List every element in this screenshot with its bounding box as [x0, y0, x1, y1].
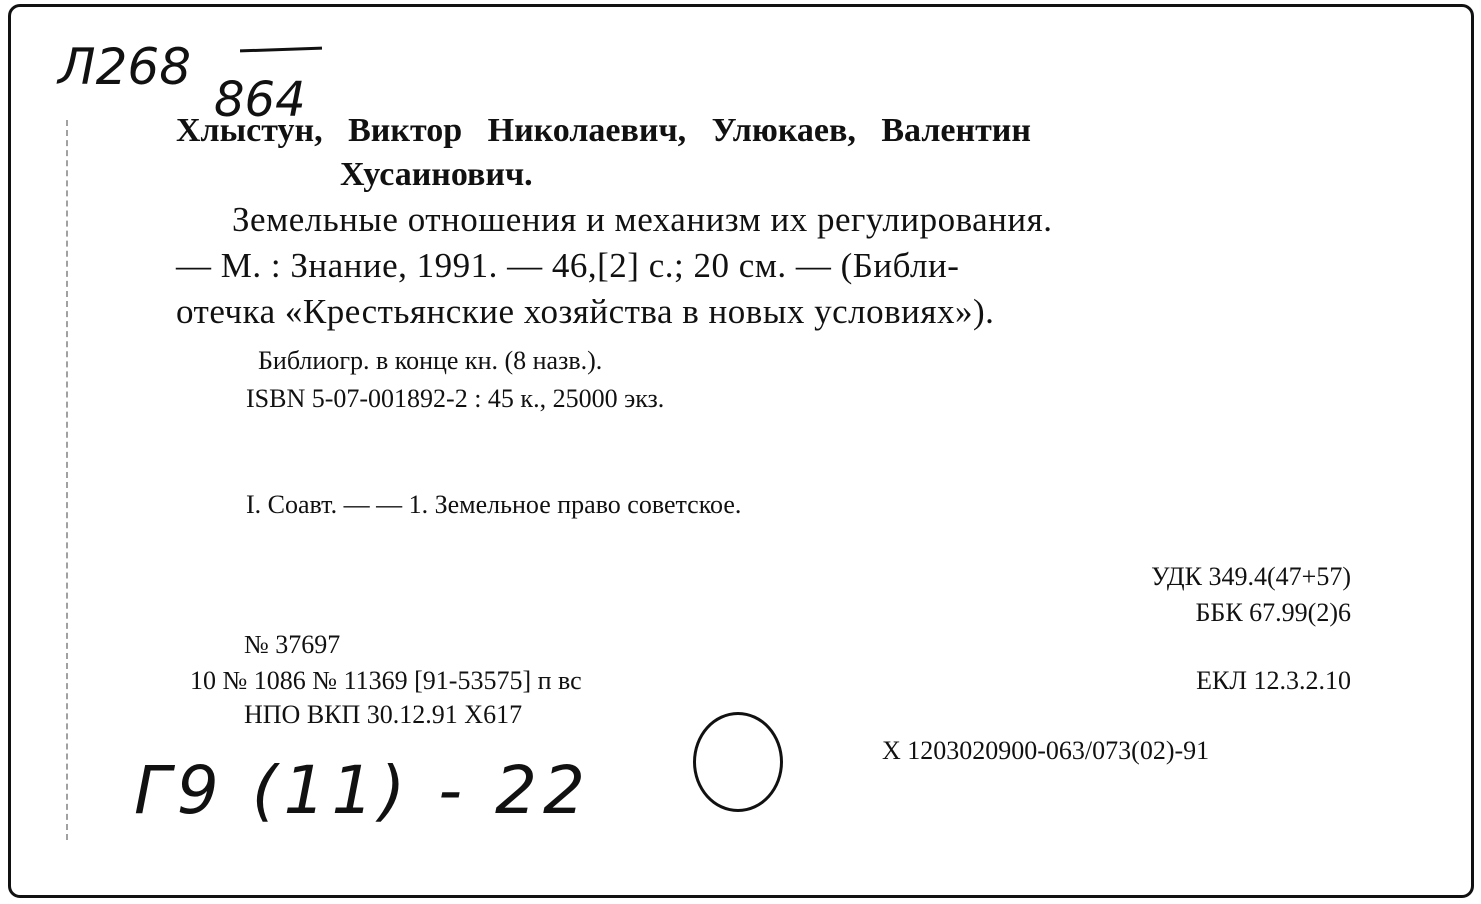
bibliography-note: Библиогр. в конце кн. (8 назв.).	[258, 346, 603, 375]
handwritten-circle-mark	[693, 712, 783, 812]
author-line-2: Хусаинович.	[340, 156, 533, 193]
handwritten-bottom-note: Г9 (11) - 22	[134, 752, 591, 829]
handwritten-shelf-number: Л268	[58, 38, 192, 96]
subjects-line: I. Соавт. — — 1. Земельное право советское.	[246, 490, 742, 519]
npo-line: НПО ВКП 30.12.91 Х617	[244, 700, 523, 729]
bbk-code: ББК 67.99(2)6	[1195, 598, 1351, 627]
left-dashed-line	[66, 120, 68, 840]
handwritten-sub-number: 864	[214, 72, 306, 128]
order-line: 10 № 1086 № 11369 [91-53575] п вс	[190, 666, 582, 695]
author-line-1: Хлыстун, Виктор Николаевич, Улюкаев, Валентин	[176, 112, 1031, 149]
isbn-line: ISBN 5-07-001892-2 : 45 к., 25000 экз.	[246, 384, 665, 413]
registration-number: № 37697	[244, 630, 341, 659]
x-code: Х 1203020900-063/073(02)-91	[882, 736, 1210, 765]
title-line-1: Земельные отношения и механизм их регулирования.	[232, 200, 1053, 239]
title-line-3: отечка «Крестьянские хозяйства в новых условиях»).	[176, 292, 995, 331]
ekl-code: ЕКЛ 12.3.2.10	[1196, 666, 1351, 695]
udk-code: УДК 349.4(47+57)	[1151, 562, 1351, 591]
title-line-2: — М. : Знание, 1991. — 46,[2] с.; 20 см. — (Библи-	[176, 246, 960, 285]
